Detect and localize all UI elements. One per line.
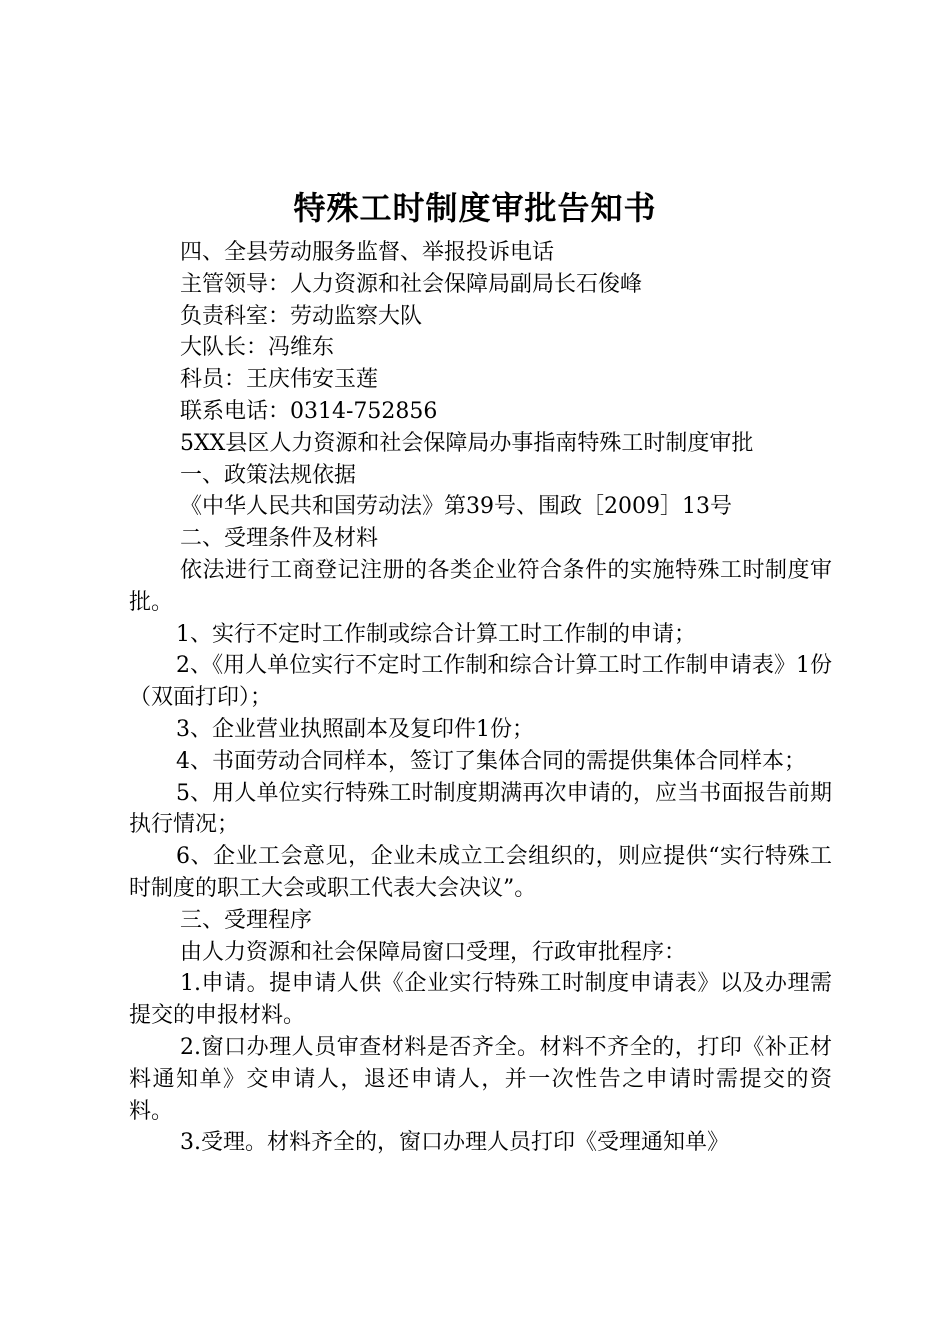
paragraph-section-3-heading: 三、受理程序 — [180, 907, 313, 933]
paragraph-item-1: 1、实行不定时工作制或综合计算工时工作制的申请； — [176, 621, 696, 647]
document-body — [129, 237, 832, 1159]
paragraph-law-basis: 《中华人民共和国劳动法》第39号、围政［2009］13号 — [180, 494, 732, 520]
paragraph-department: 负责科室：劳动监察大队 — [180, 303, 423, 329]
paragraph-item-4: 4、书面劳动合同样本，签订了集体合同的需提供集体合同样本； — [176, 748, 806, 774]
paragraph-section-2-heading: 二、受理条件及材料 — [180, 526, 379, 552]
paragraph-item-3: 3、企业营业执照副本及复印件1份； — [176, 716, 534, 742]
paragraph-item-2: 2、《用人单位实行不定时工作制和综合计算工时工作制申请表》1份（双面打印）； — [129, 653, 832, 711]
paragraph-section-1-heading: 一、政策法规依据 — [180, 462, 357, 488]
paragraph-item-5: 5、用人单位实行特殊工时制度期满再次申请的，应当书面报告前期执行情况； — [129, 780, 832, 838]
paragraph-phone: 联系电话：0314-752856 — [180, 398, 438, 424]
paragraph-item-6: 6、企业工会意见，企业未成立工会组织的，则应提供“实行特殊工时制度的职工大会或职工代表大会决议”。 — [129, 844, 832, 901]
paragraph-guide-title: 5XX县区人力资源和社会保障局办事指南特殊工时制度审批 — [180, 430, 754, 456]
paragraph-staff: 科员：王庆伟安玉莲 — [180, 367, 379, 393]
paragraph-procedure-intro: 由人力资源和社会保障局窗口受理，行政审批程序： — [180, 939, 687, 965]
paragraph-step-2: 2.窗口办理人员审查材料是否齐全。材料不齐全的，打印《补正材料通知单》交申请人，退还申请人，并一次性告之申请时需提交的资料。 — [129, 1034, 832, 1124]
paragraph-step-3: 3.受理。材料齐全的，窗口办理人员打印《受理通知单》 — [180, 1130, 729, 1156]
paragraph-step-1: 1.申请。提申请人供《企业实行特殊工时制度申请表》以及办理需提交的申报材料。 — [129, 971, 832, 1029]
paragraph-leader: 主管领导：人力资源和社会保障局副局长石俊峰 — [180, 271, 643, 297]
paragraph-conditions: 依法进行工商登记注册的各类企业符合条件的实施特殊工时制度审批。 — [129, 557, 832, 615]
document-title: 特殊工时制度审批告知书 — [293, 189, 657, 227]
paragraph-team-leader: 大队长：冯维东 — [180, 335, 335, 361]
paragraph-hotline-heading: 四、全县劳动服务监督、举报投诉电话 — [180, 240, 555, 265]
